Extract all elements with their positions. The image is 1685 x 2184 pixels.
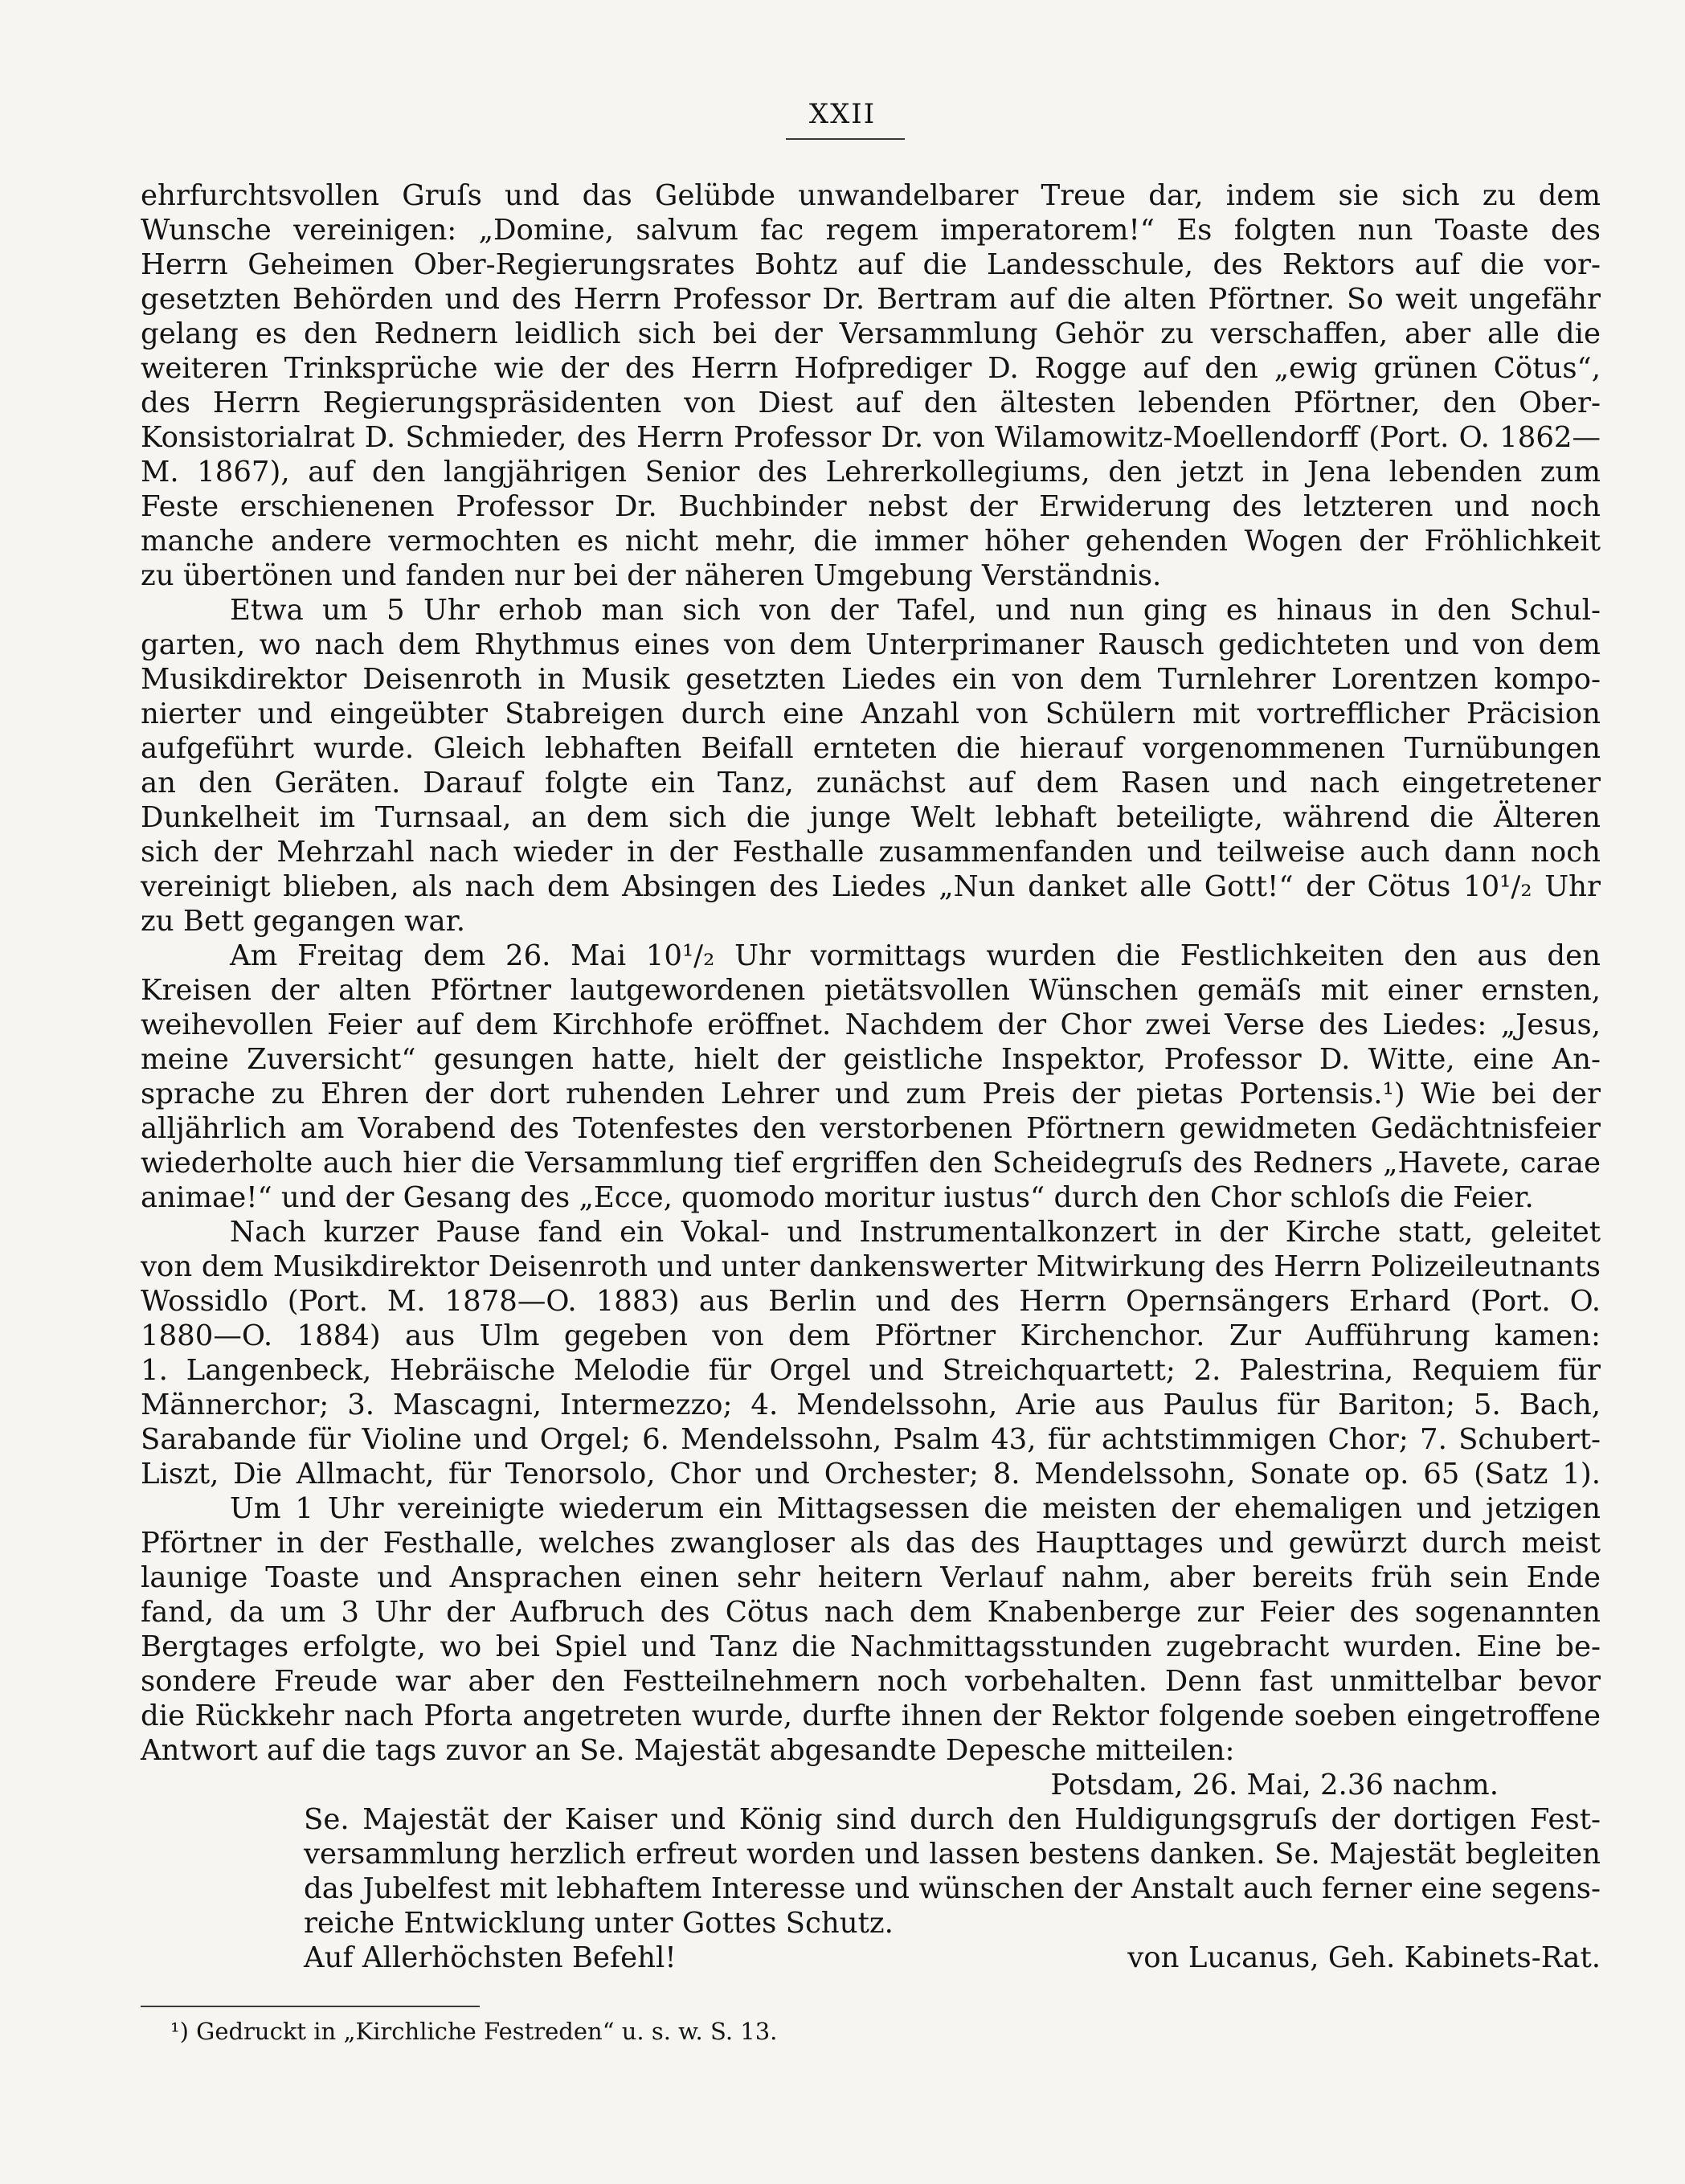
text-line: alljährlich am Vorabend des Totenfestes den verstorbenen Pförtnern gewidmeten Gedächtnisfeier (141, 1112, 1601, 1145)
text-line: M. 1867), auf den langjährigen Senior des Lehrerkollegiums, den jetzt in Jena lebenden zum (141, 456, 1601, 489)
text-line: launige Toaste und Ansprachen einen sehr heitern Verlauf nahm, aber bereits früh sein Ende (141, 1561, 1601, 1594)
text-line: Dunkelheit im Turnsaal, an dem sich die junge Welt lebhaft beteiligte, während die Älteren (141, 801, 1601, 834)
text-line: Herrn Geheimen Ober-Regierungsrates Bohtz auf die Landesschule, des Rektors auf die vor- (141, 248, 1601, 281)
text-line: an den Geräten. Darauf folgte ein Tanz, zunächst auf dem Rasen und nach eingetretener (141, 767, 1601, 800)
text-line: fand, da um 3 Uhr der Aufbruch des Cötus nach dem Knabenberge zur Feier des sogenannten (141, 1596, 1601, 1629)
telegram-line: das Jubelfest mit lebhaftem Interesse und wünschen der Anstalt auch ferner eine segens- (304, 1872, 1601, 1905)
text-line: sich der Mehrzahl nach wieder in der Festhalle zusammenfanden und teilweise auch dann noch (141, 836, 1601, 869)
paragraph-start: Um 1 Uhr vereinigte wiederum ein Mittagsessen die meisten der ehemaligen und jetzigen (230, 1492, 1601, 1525)
text-line: animae!“ und der Gesang des „Ecce, quomodo moritur iustus“ durch den Chor schloſs die Feier. (141, 1181, 1534, 1214)
text-line: Feste erschienenen Professor Dr. Buchbinder nebst der Erwiderung des letzteren und noch (141, 490, 1601, 523)
telegram-line: versammlung herzlich erfreut worden und lassen bestens danken. Se. Majestät begleiten (304, 1838, 1601, 1871)
text-line: weiteren Trinksprüche wie der des Herrn Hofprediger D. Rogge auf den „ewig grünen Cötus“, (141, 352, 1601, 385)
text-line: Liszt, Die Allmacht, für Tenorsolo, Chor und Orchester; 8. Mendelssohn, Sonate op. 65 (Satz 1). (141, 1458, 1601, 1491)
body-text (141, 178, 1601, 1975)
text-line: aufgeführt wurde. Gleich lebhaften Beifall ernteten die hierauf vorgenommenen Turnübungen (141, 732, 1601, 765)
text-line: Musikdirektor Deisenroth in Musik gesetzten Liedes ein von dem Turnlehrer Lorentzen kompo- (141, 663, 1601, 696)
text-line: sprache zu Ehren der dort ruhenden Lehrer und zum Preis der pietas Portensis.¹) Wie bei der (141, 1078, 1601, 1110)
footnote-rule (141, 2006, 480, 2007)
text-line: meine Zuversicht“ gesungen hatte, hielt der geistliche Inspektor, Professor D. Witte, eine An- (141, 1043, 1601, 1076)
text-line: nierter und eingeübter Stabreigen durch eine Anzahl von Schülern mit vortrefflicher Präcision (141, 697, 1601, 730)
text-line: von dem Musikdirektor Deisenroth und unter dankenswerter Mitwirkung des Herrn Polizeileutnants (141, 1250, 1601, 1283)
header-rule (786, 138, 905, 140)
text-line: weihevollen Feier auf dem Kirchhofe eröffnet. Nachdem der Chor zwei Verse des Liedes: „Jesus, (141, 1008, 1601, 1041)
text-line: Sarabande für Violine und Orgel; 6. Mendelssohn, Psalm 43, für achtstimmigen Chor; 7. Schubert- (141, 1423, 1601, 1456)
paragraph-start: Etwa um 5 Uhr erhob man sich von der Tafel, und nun ging es hinaus in den Schul- (230, 594, 1601, 627)
text-line: garten, wo nach dem Rhythmus eines von dem Unterprimaner Rausch gedichteten und von dem (141, 628, 1601, 661)
paragraph-start: Nach kurzer Pause fand ein Vokal- und Instrumentalkonzert in der Kirche statt, geleitet (230, 1216, 1601, 1249)
text-line: zu übertönen und fanden nur bei der näheren Umgebung Verständnis. (141, 559, 1162, 592)
closing-signature: von Lucanus, Geh. Kabinets-Rat. (1127, 1941, 1601, 1974)
telegram-dateline: Potsdam, 26. Mai, 2.36 nachm. (1050, 1769, 1499, 1802)
text-line: Antwort auf die tags zuvor an Se. Majestät abgesandte Depesche mitteilen: (141, 1734, 1235, 1767)
text-line: 1880—O. 1884) aus Ulm gegeben von dem Pförtner Kirchenchor. Zur Aufführung kamen: (141, 1319, 1601, 1352)
text-line: 1. Langenbeck, Hebräische Melodie für Orgel und Streichquartett; 2. Palestrina, Requiem für (141, 1354, 1601, 1387)
text-line: Wossidlo (Port. M. 1878—O. 1883) aus Berlin und des Herrn Opernsängers Erhard (Port. O. (141, 1285, 1601, 1318)
text-line: Männerchor; 3. Mascagni, Intermezzo; 4. Mendelssohn, Arie aus Paulus für Bariton; 5. Bach, (141, 1389, 1601, 1421)
closing-command: Auf Allerhöchsten Befehl! (304, 1941, 677, 1974)
text-line: Kreisen der alten Pförtner lautgewordenen pietätsvollen Wünschen gemäſs mit einer ernsten, (141, 974, 1601, 1007)
page-number: XXII (808, 98, 877, 130)
text-line: des Herrn Regierungspräsidenten von Diest auf den ältesten lebenden Pförtner, den Ober- (141, 386, 1601, 419)
text-line: Pförtner in der Festhalle, welches zwangloser als das des Haupttages und gewürzt durch meist (141, 1527, 1601, 1560)
text-line: die Rückkehr nach Pforta angetreten wurde, durfte ihnen der Rektor folgende soeben eingetroffene (141, 1699, 1601, 1732)
text-line: gesetzten Behörden und des Herrn Professor Dr. Bertram auf die alten Pförtner. So weit ungefähr (141, 283, 1601, 316)
text-line: Konsistorialrat D. Schmieder, des Herrn Professor Dr. von Wilamowitz-Moellendorff (Port. O. 1862— (141, 421, 1601, 454)
footnote: ¹) Gedruckt in „Kirchliche Festreden“ u. s. w. S. 13. (170, 2018, 778, 2045)
telegram-line: reiche Entwicklung unter Gottes Schutz. (304, 1907, 894, 1940)
text-line: ehrfurchtsvollen Gruſs und das Gelübde unwandelbarer Treue dar, indem sie sich zu dem (141, 179, 1601, 212)
text-line: gelang es den Rednern leidlich sich bei der Versammlung Gehör zu verschaffen, aber alle die (141, 317, 1601, 350)
text-line: wiederholte auch hier die Versammlung tief ergriffen den Scheidegruſs des Redners „Havete, carae (141, 1147, 1601, 1180)
text-line: manche andere vermochten es nicht mehr, die immer höher gehenden Wogen der Fröhlichkeit (141, 525, 1601, 558)
text-line: Wunsche vereinigen: „Domine, salvum fac regem imperatorem!“ Es folgten nun Toaste des (141, 214, 1601, 247)
text-line: Bergtages erfolgte, wo bei Spiel und Tanz die Nachmittagsstunden zugebracht wurden. Eine be- (141, 1630, 1601, 1663)
paragraph-start: Am Freitag dem 26. Mai 10¹/₂ Uhr vormittags wurden die Festlichkeiten den aus den (230, 939, 1601, 972)
text-line: sondere Freude war aber den Festteilnehmern noch vorbehalten. Denn fast unmittelbar bevor (141, 1665, 1601, 1698)
text-line: vereinigt blieben, als nach dem Absingen des Liedes „Nun danket alle Gott!“ der Cötus 10¹/₂ Uhr (141, 870, 1601, 903)
telegram-line: Se. Majestät der Kaiser und König sind durch den Huldigungsgruſs der dortigen Fest- (304, 1803, 1601, 1836)
telegram-closing (141, 1941, 1601, 1975)
text-line: zu Bett gegangen war. (141, 905, 466, 938)
